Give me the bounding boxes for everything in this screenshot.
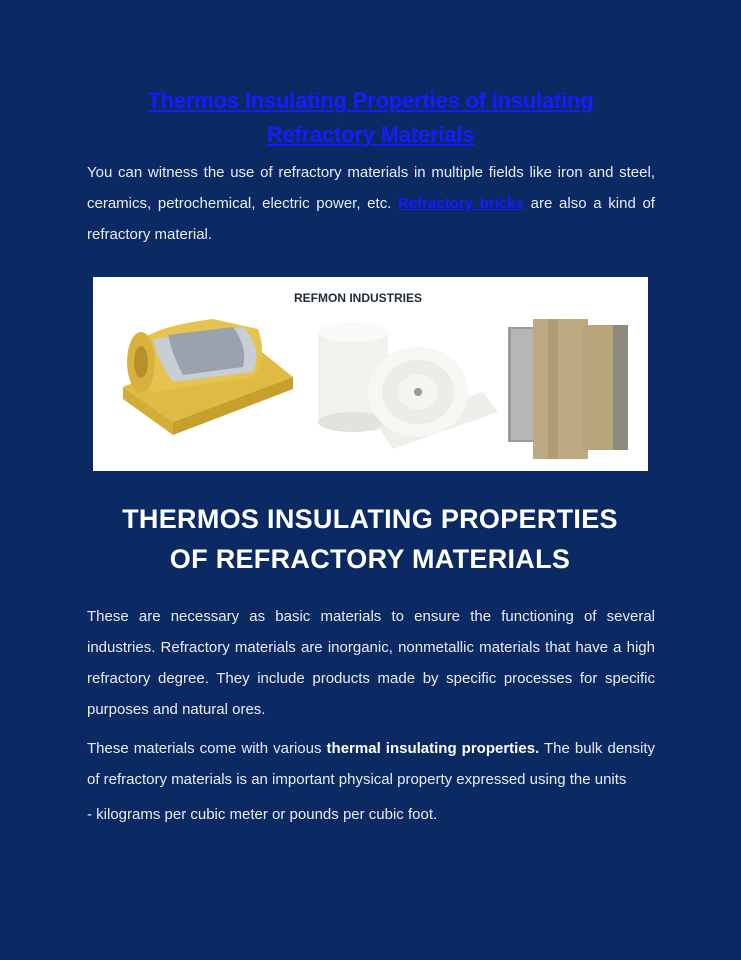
refractory-bricks-link[interactable]: Refractory bricks [398, 195, 524, 212]
intro-text-before-link: You can witness the use of refractory materials in multiple fields like iron and steel, ceramics, petrochemical, electric power, etc. [87, 164, 655, 212]
p3-text-after-bold: The bulk density of refractory materials is an important physical property expressed using the units [87, 740, 655, 788]
product-image [93, 277, 648, 471]
title-link[interactable] [110, 84, 631, 152]
intro-text-after-link: are also a kind of refractory material. [87, 195, 655, 243]
body-paragraph-2: These are necessary as basic materials to ensure the functioning of several industries. Refractory materials are inorganic, nonmetallic materials that have a high refractory degree. They include products made by specific processes for specific purposes and natural ores. [87, 608, 655, 718]
brand-label: REFMON INDUSTRIES [293, 291, 423, 305]
body-paragraph-3 [87, 733, 655, 795]
title-line-2[interactable]: Refractory Materials [266, 122, 475, 147]
body-paragraph-4: - kilograms per cubic meter or pounds per cubic foot. [87, 806, 438, 823]
glasswool-roll-illustration [123, 319, 293, 435]
intro-paragraph [87, 157, 655, 250]
ceramic-fiber-rolls-illustration [318, 322, 498, 449]
section-heading [70, 499, 670, 579]
title-line-1[interactable]: Thermos Insulating Properties of Insulating [147, 88, 594, 113]
section-heading-line-1: THERMOS INSULATING PROPERTIES [122, 504, 618, 534]
section-heading-line-2: OF REFRACTORY MATERIALS [169, 544, 571, 574]
thermal-properties-bold: thermal insulating properties. [326, 740, 540, 757]
p3-text-before-bold: These materials come with various [87, 740, 327, 757]
rockwool-rolls-illustration [508, 319, 628, 459]
